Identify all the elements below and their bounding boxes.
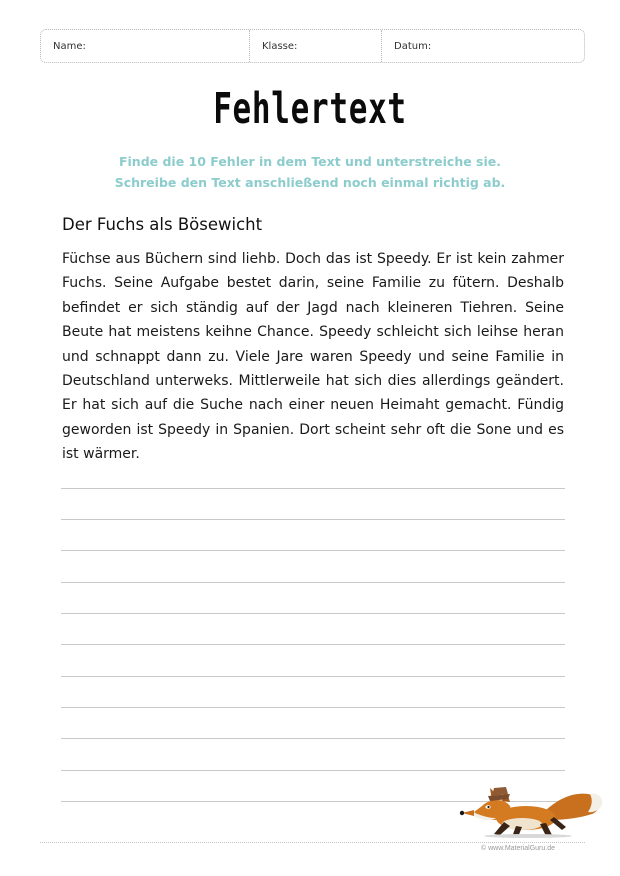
story-heading: Der Fuchs als Bösewicht	[62, 215, 263, 234]
instructions	[0, 151, 620, 193]
writing-line[interactable]	[61, 550, 565, 551]
date-field[interactable]	[381, 30, 584, 62]
writing-line[interactable]	[61, 582, 565, 583]
name-label: Name:	[53, 41, 86, 52]
writing-line[interactable]	[61, 644, 565, 645]
instruction-line-1: Finde die 10 Fehler in dem Text und unterstreiche sie.	[118, 154, 501, 169]
writing-line[interactable]	[61, 770, 565, 771]
writing-line[interactable]	[61, 676, 565, 677]
fox-illustration	[452, 782, 604, 838]
writing-line[interactable]	[61, 613, 565, 614]
header-fields	[40, 29, 585, 63]
writing-line[interactable]	[61, 488, 565, 489]
writing-line[interactable]	[61, 738, 565, 739]
story-text: Füchse aus Büchern sind liehb. Doch das ist Speedy. Er ist kein zahmer Fuchs. Seine Aufgabe bestet darin, seine Familie zu fütern. Deshalb befindet er sich ständig auf der Jagd nach kleineren Tiehren. Seine Beute hat meistens keihne Chance. Speedy schleicht sich leihse heran und schnappt dann zu. Viele Jare waren Speedy und seine Familie in Deutschland unterweks. Mittlerweile hat sich dies allerdings geändert. Er hat sich auf die Suche nach einer neuen Heimaht gemacht. Fündig geworden ist Speedy in Spanien. Dort scheint sehr oft die Sone und es ist wärmer.	[62, 251, 564, 463]
writing-line[interactable]	[61, 519, 565, 520]
instruction-line-2: Schreibe den Text anschließend noch einmal richtig ab.	[114, 175, 506, 190]
class-label: Klasse:	[262, 41, 298, 52]
copyright-footer: © www.MaterialGuru.de	[481, 845, 556, 852]
writing-line[interactable]	[61, 707, 565, 708]
class-field[interactable]	[249, 30, 381, 62]
name-field[interactable]	[41, 30, 249, 62]
bottom-divider	[40, 842, 585, 843]
page-title: Fehlertext	[213, 84, 407, 134]
date-label: Datum:	[394, 41, 432, 52]
